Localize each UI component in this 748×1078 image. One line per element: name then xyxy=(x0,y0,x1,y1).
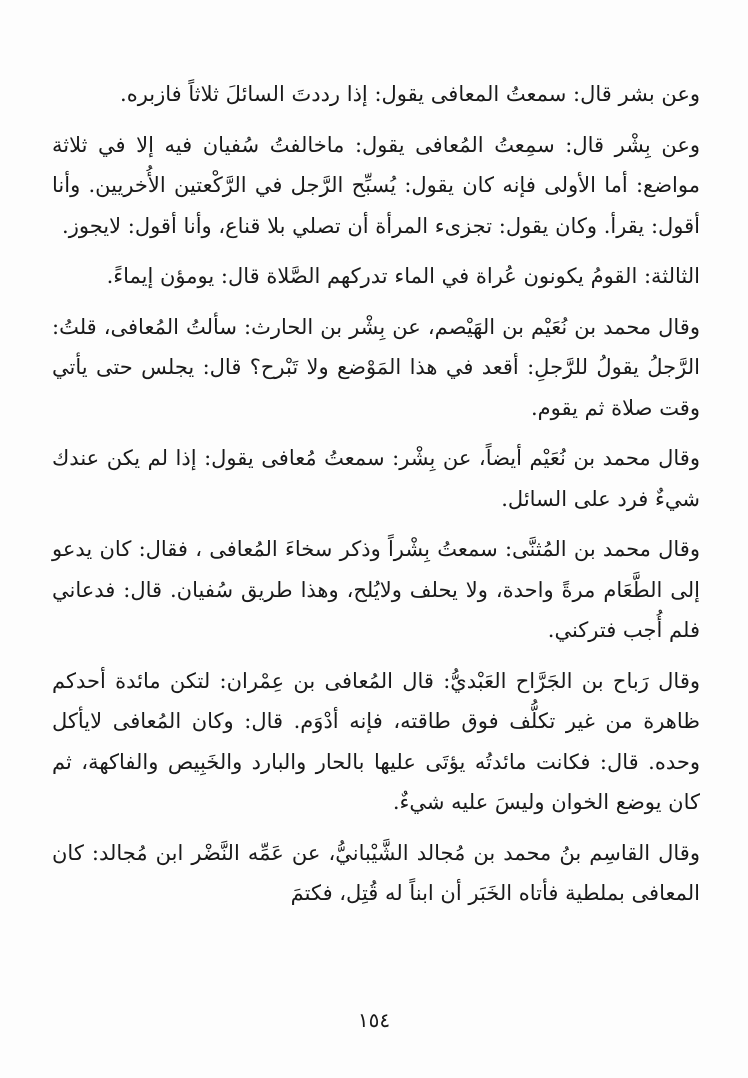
paragraph-2: وعن بِشْر قال: سمِعتُ المُعافى يقول: ماخالفتُ سُفيان فيه إلا في ثلاثة مواضع: أما الأولى فإنه كان يقول: يُسبِّح الرَّجل في الرَّكْعتين الأُخريين. وأنا أقول: يقرأ. وكان يقول: تجزىء المرأة أن تصلي بلا قناع، وأنا أقول: لايجوز. xyxy=(52,132,700,238)
body-text xyxy=(52,74,700,918)
page-number: ١٥٤ xyxy=(357,1008,391,1032)
paragraph-1: وعن بشر قال: سمعتُ المعافى يقول: إذا رددتَ السائلَ ثلاثاً فازبره. xyxy=(120,82,700,106)
paragraph-7: وقال رَباح بن الجَرَّاح العَبْديُّ: قال المُعافى بن عِمْران: لتكن مائدة أحدكم ظاهرة من غير تكلُّف فوق طاقته، فإنه أدْوَم. قال: وكان المُعافى لايأكل وحده. قال: فكانت مائدتُه يؤتَى عليها بالحار والبارد والخَبِيص والفاكهة، ثم كان يوضع الخوان وليسَ عليه شيءٌ. xyxy=(52,668,700,814)
paragraph-8: وقال القاسِم بنُ محمد بن مُجالد الشَّيْبانيُّ، عن عَمِّه النَّضْر ابن مُجالد: كان المعافى بملطية فأتاه الخَبَر أن ابناً له قُتِل، فكتمَ xyxy=(52,840,700,905)
paragraph-6: وقال محمد بن المُثنَّى: سمعتُ بِشْراً وذكر سخاءَ المُعافى ، فقال: كان يدعو إلى الطَّعَام مرةً واحدة، ولا يحلف ولايُلح، وهذا طريق سُفيان. قال: فدعاني فلم أُجب فتركني. xyxy=(52,537,700,642)
paragraph-4: وقال محمد بن نُعَيْم بن الهَيْصم، عن بِشْر بن الحارث: سألتُ المُعافى، قلتُ: الرَّجلُ يقولُ للرَّجلِ: أقعد في هذا المَوْضع ولا تَبْرح؟ قال: يجلس حتى يأتي وقت صلاة ثم يقوم. xyxy=(52,314,700,420)
paragraph-3: الثالثة: القومُ يكونون عُراة في الماء تدركهم الصَّلاة قال: يومؤن إيماءً. xyxy=(106,264,700,288)
paragraph-5: وقال محمد بن نُعَيْم أيضاً، عن بِشْر: سمعتُ مُعافى يقول: إذا لم يكن عندك شيءٌ فرد على السائل. xyxy=(52,446,700,511)
